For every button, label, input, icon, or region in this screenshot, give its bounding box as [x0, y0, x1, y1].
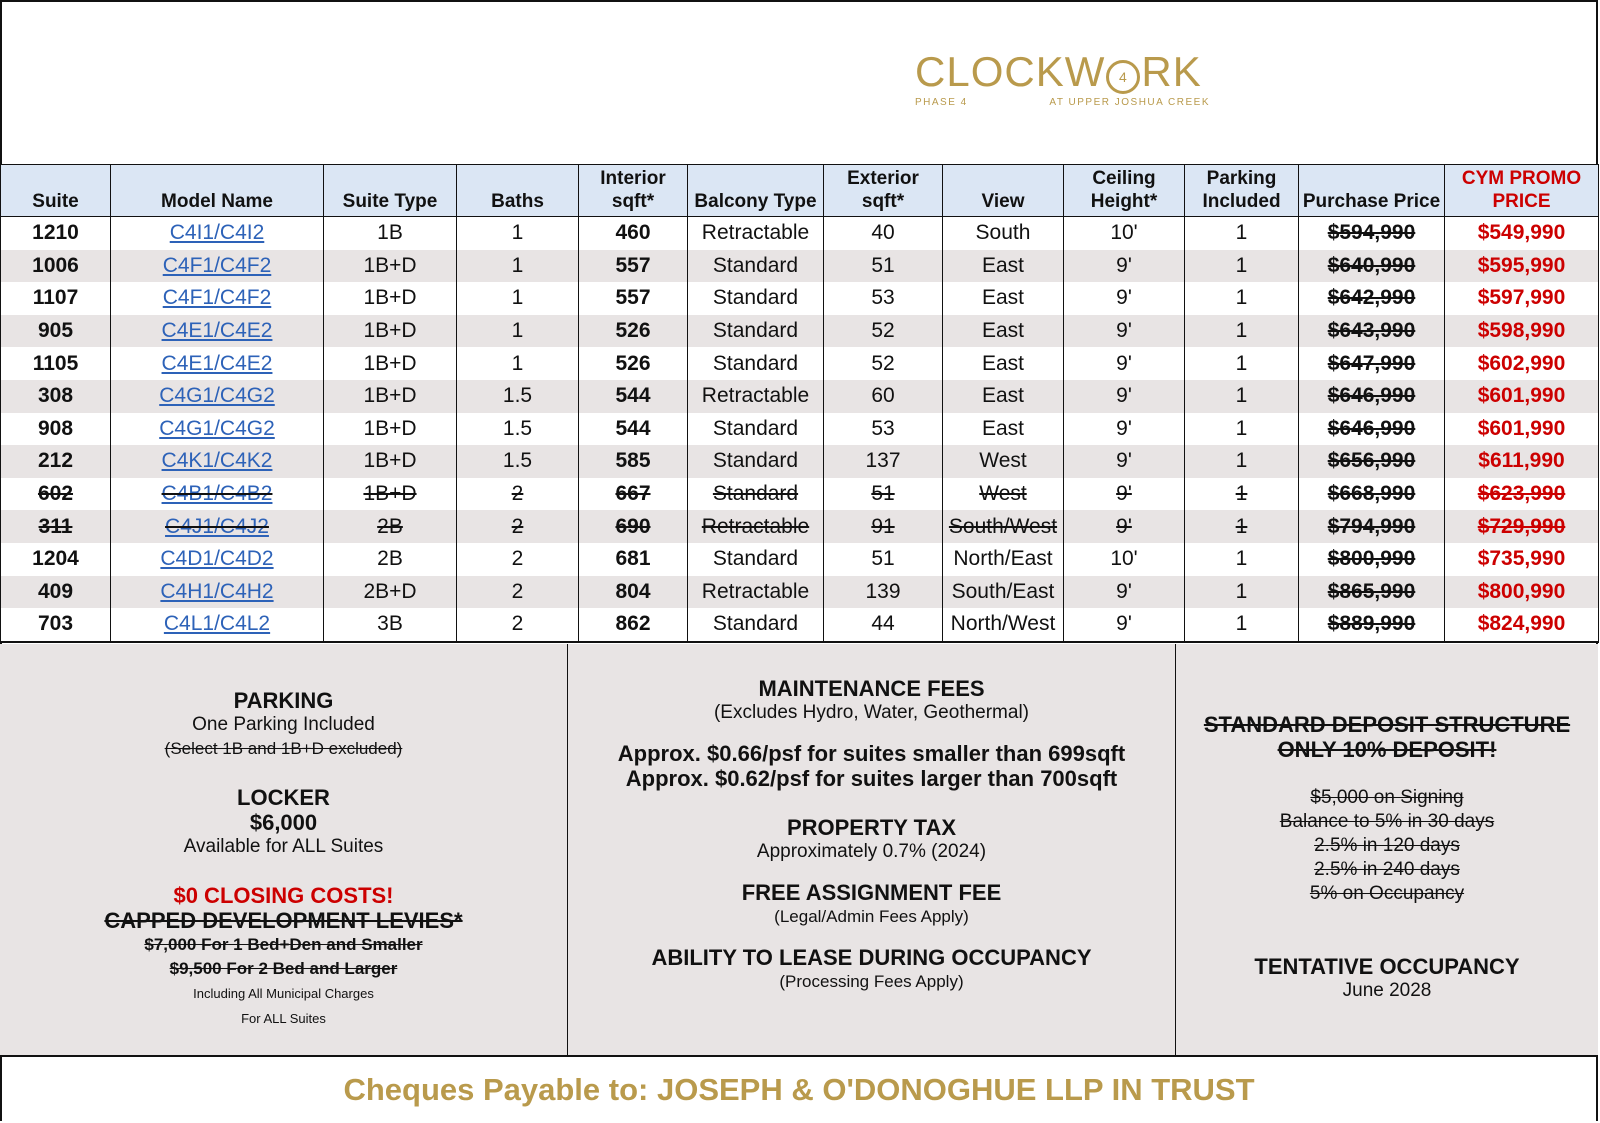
- locker-line: Available for ALL Suites: [183, 836, 384, 857]
- view-cell: East: [943, 250, 1064, 283]
- col-header: View: [943, 165, 1064, 217]
- table-row: [1, 413, 1599, 446]
- col-header: Purchase Price: [1299, 165, 1445, 217]
- table-row: [1, 510, 1599, 543]
- model-cell: [111, 510, 324, 543]
- view-cell: South/East: [943, 576, 1064, 609]
- view-cell: East: [943, 315, 1064, 348]
- suite-cell: 905: [1, 315, 111, 348]
- exterior-sqft-cell: 60: [824, 380, 943, 413]
- model-cell: [111, 608, 324, 642]
- logo-circle-4: 4: [1106, 60, 1140, 94]
- model-link[interactable]: C4F1/C4F2: [162, 286, 272, 310]
- suite-type-cell: 1B+D: [324, 413, 457, 446]
- col-header: Baths: [457, 165, 579, 217]
- interior-sqft-cell: 557: [579, 250, 688, 283]
- table-header-row: [1, 165, 1599, 217]
- parking-cell: 1: [1185, 510, 1299, 543]
- interior-sqft-cell: 544: [579, 380, 688, 413]
- model-link[interactable]: C4I1/C4I2: [169, 221, 265, 245]
- table-row: [1, 282, 1599, 315]
- table-row: [1, 445, 1599, 478]
- parking-cell: 1: [1185, 413, 1299, 446]
- interior-sqft-cell: 544: [579, 413, 688, 446]
- promo-price-cell: $623,990: [1445, 478, 1599, 511]
- suite-type-cell: 1B+D: [324, 380, 457, 413]
- model-cell: [111, 576, 324, 609]
- exterior-sqft-cell: 51: [824, 543, 943, 576]
- model-cell: [111, 282, 324, 315]
- ceiling-height-cell: 10': [1064, 217, 1185, 250]
- maintenance-large: Approx. $0.62/psf for suites larger than 700sqft: [625, 766, 1118, 791]
- interior-sqft-cell: 804: [579, 576, 688, 609]
- view-cell: West: [943, 445, 1064, 478]
- baths-cell: 1.5: [457, 380, 579, 413]
- suite-cell: 1210: [1, 217, 111, 250]
- promo-price-cell: $824,990: [1445, 608, 1599, 642]
- suite-type-cell: 1B+D: [324, 250, 457, 283]
- notes-column-middle: [568, 644, 1176, 1055]
- exterior-sqft-cell: 52: [824, 347, 943, 380]
- promo-price-cell: $735,990: [1445, 543, 1599, 576]
- interior-sqft-cell: 690: [579, 510, 688, 543]
- ceiling-height-cell: 9': [1064, 478, 1185, 511]
- suite-cell: 409: [1, 576, 111, 609]
- suite-type-cell: 2B: [324, 510, 457, 543]
- balcony-type-cell: Standard: [688, 608, 824, 642]
- parking-cell: 1: [1185, 608, 1299, 642]
- balcony-type-cell: Retractable: [688, 380, 824, 413]
- units-table: [0, 164, 1599, 643]
- view-cell: East: [943, 380, 1064, 413]
- purchase-price-cell: $656,990: [1299, 445, 1445, 478]
- levy-small: $7,000 For 1 Bed+Den and Smaller: [144, 935, 423, 954]
- col-header: Suite Type: [324, 165, 457, 217]
- model-link[interactable]: C4G1/C4G2: [159, 416, 275, 440]
- baths-cell: 1: [457, 347, 579, 380]
- interior-sqft-cell: 862: [579, 608, 688, 642]
- suite-type-cell: 2B: [324, 543, 457, 576]
- balcony-type-cell: Standard: [688, 543, 824, 576]
- levies-title: CAPPED DEVELOPMENT LEVIES*: [104, 908, 463, 933]
- view-cell: West: [943, 478, 1064, 511]
- view-cell: South/West: [943, 510, 1064, 543]
- balcony-type-cell: Standard: [688, 347, 824, 380]
- deposit-item: Balance to 5% in 30 days: [1279, 811, 1495, 832]
- ceiling-height-cell: 9': [1064, 413, 1185, 446]
- maintenance-sub: (Excludes Hydro, Water, Geothermal): [713, 702, 1029, 723]
- suite-type-cell: 1B+D: [324, 478, 457, 511]
- view-cell: East: [943, 347, 1064, 380]
- baths-cell: 1: [457, 217, 579, 250]
- promo-price-cell: $800,990: [1445, 576, 1599, 609]
- ceiling-height-cell: 9': [1064, 510, 1185, 543]
- model-cell: [111, 315, 324, 348]
- tax-line: Approximately 0.7% (2024): [756, 841, 987, 862]
- balcony-type-cell: Retractable: [688, 576, 824, 609]
- interior-sqft-cell: 526: [579, 347, 688, 380]
- deposit-sub: ONLY 10% DEPOSIT!: [1277, 737, 1497, 762]
- purchase-price-cell: $642,990: [1299, 282, 1445, 315]
- purchase-price-cell: $594,990: [1299, 217, 1445, 250]
- suite-cell: 1105: [1, 347, 111, 380]
- model-cell: [111, 217, 324, 250]
- deposit-item: $5,000 on Signing: [1310, 787, 1464, 808]
- model-cell: [111, 413, 324, 446]
- all-suites-note: For ALL Suites: [241, 1011, 326, 1026]
- model-link[interactable]: C4H1/C4H2: [160, 579, 274, 603]
- table-row: [1, 380, 1599, 413]
- model-link[interactable]: C4J1/C4J2: [165, 514, 269, 538]
- occupancy-date: June 2028: [1342, 980, 1432, 1001]
- model-cell: [111, 380, 324, 413]
- model-cell: [111, 478, 324, 511]
- parking-cell: 1: [1185, 380, 1299, 413]
- tax-title: PROPERTY TAX: [786, 815, 957, 840]
- parking-cell: 1: [1185, 315, 1299, 348]
- exterior-sqft-cell: 52: [824, 315, 943, 348]
- model-cell: [111, 250, 324, 283]
- baths-cell: 1.5: [457, 445, 579, 478]
- exterior-sqft-cell: 44: [824, 608, 943, 642]
- suite-cell: 602: [1, 478, 111, 511]
- col-header: Model Name: [111, 165, 324, 217]
- purchase-price-cell: $668,990: [1299, 478, 1445, 511]
- balcony-type-cell: Retractable: [688, 510, 824, 543]
- table-row: [1, 315, 1599, 348]
- purchase-price-cell: $646,990: [1299, 413, 1445, 446]
- ceiling-height-cell: 9': [1064, 250, 1185, 283]
- exterior-sqft-cell: 51: [824, 250, 943, 283]
- baths-cell: 2: [457, 543, 579, 576]
- baths-cell: 2: [457, 608, 579, 642]
- baths-cell: 2: [457, 478, 579, 511]
- balcony-type-cell: Standard: [688, 315, 824, 348]
- logo-wordmark: CLOCKW 4 RK: [915, 48, 1202, 95]
- col-header: Suite: [1, 165, 111, 217]
- model-link[interactable]: C4B1/C4B2: [161, 482, 273, 506]
- interior-sqft-cell: 667: [579, 478, 688, 511]
- ceiling-height-cell: 10': [1064, 543, 1185, 576]
- exterior-sqft-cell: 91: [824, 510, 943, 543]
- interior-sqft-cell: 526: [579, 315, 688, 348]
- table-row: [1, 543, 1599, 576]
- notes-column-left: [0, 644, 568, 1055]
- ceiling-height-cell: 9': [1064, 608, 1185, 642]
- promo-price-cell: $601,990: [1445, 413, 1599, 446]
- interior-sqft-cell: 681: [579, 543, 688, 576]
- exterior-sqft-cell: 40: [824, 217, 943, 250]
- purchase-price-cell: $794,990: [1299, 510, 1445, 543]
- model-link[interactable]: C4F1/C4F2: [162, 253, 272, 277]
- purchase-price-cell: $800,990: [1299, 543, 1445, 576]
- parking-cell: 1: [1185, 217, 1299, 250]
- model-link[interactable]: C4D1/C4D2: [160, 547, 274, 571]
- deposit-title: STANDARD DEPOSIT STRUCTURE: [1203, 712, 1571, 737]
- parking-title: PARKING: [233, 688, 334, 713]
- closing-costs-title: $0 CLOSING COSTS!: [173, 883, 394, 908]
- table-row: [1, 478, 1599, 511]
- ceiling-height-cell: 9': [1064, 315, 1185, 348]
- balcony-type-cell: Retractable: [688, 217, 824, 250]
- model-link[interactable]: C4K1/C4K2: [161, 449, 273, 473]
- deposit-item: 5% on Occupancy: [1309, 883, 1465, 904]
- occupancy-title: TENTATIVE OCCUPANCY: [1254, 954, 1520, 979]
- view-cell: North/East: [943, 543, 1064, 576]
- cheques-footer: Cheques Payable to: JOSEPH & O'DONOGHUE LLP IN TRUST: [343, 1072, 1255, 1107]
- col-header: Exterior sqft*: [824, 165, 943, 217]
- balcony-type-cell: Standard: [688, 250, 824, 283]
- parking-cell: 1: [1185, 543, 1299, 576]
- promo-price-cell: $597,990: [1445, 282, 1599, 315]
- table-row: [1, 217, 1599, 250]
- model-link[interactable]: C4E1/C4E2: [161, 319, 273, 343]
- promo-price-cell: $601,990: [1445, 380, 1599, 413]
- balcony-type-cell: Standard: [688, 478, 824, 511]
- balcony-type-cell: Standard: [688, 445, 824, 478]
- model-cell: [111, 347, 324, 380]
- view-cell: North/West: [943, 608, 1064, 642]
- notes-column-right: [1176, 644, 1598, 1055]
- exterior-sqft-cell: 137: [824, 445, 943, 478]
- suite-type-cell: 1B+D: [324, 347, 457, 380]
- suite-cell: 212: [1, 445, 111, 478]
- promo-price-cell: $611,990: [1445, 445, 1599, 478]
- suite-cell: 311: [1, 510, 111, 543]
- balcony-type-cell: Standard: [688, 282, 824, 315]
- promo-price-cell: $595,990: [1445, 250, 1599, 283]
- view-cell: East: [943, 413, 1064, 446]
- baths-cell: 2: [457, 576, 579, 609]
- locker-title: LOCKER: [237, 785, 330, 810]
- logo-location: AT UPPER JOSHUA CREEK: [1049, 97, 1210, 108]
- model-link[interactable]: C4E1/C4E2: [161, 351, 273, 375]
- exterior-sqft-cell: 139: [824, 576, 943, 609]
- ceiling-height-cell: 9': [1064, 576, 1185, 609]
- model-cell: [111, 445, 324, 478]
- parking-excluded: (Select 1B and 1B+D excluded): [164, 739, 403, 758]
- col-header-promo: CYM PROMO PRICE: [1445, 165, 1599, 217]
- col-header: Interior sqft*: [579, 165, 688, 217]
- suite-type-cell: 1B: [324, 217, 457, 250]
- ceiling-height-cell: 9': [1064, 445, 1185, 478]
- suite-cell: 703: [1, 608, 111, 642]
- exterior-sqft-cell: 53: [824, 413, 943, 446]
- maintenance-title: MAINTENANCE FEES: [758, 676, 985, 701]
- col-header: Parking Included: [1185, 165, 1299, 217]
- levy-large: $9,500 For 2 Bed and Larger: [169, 959, 398, 978]
- interior-sqft-cell: 460: [579, 217, 688, 250]
- parking-cell: 1: [1185, 282, 1299, 315]
- col-header: Ceiling Height*: [1064, 165, 1185, 217]
- table-row: [1, 347, 1599, 380]
- parking-cell: 1: [1185, 445, 1299, 478]
- baths-cell: 2: [457, 510, 579, 543]
- purchase-price-cell: $865,990: [1299, 576, 1445, 609]
- suite-cell: 908: [1, 413, 111, 446]
- table-row: [1, 250, 1599, 283]
- promo-price-cell: $602,990: [1445, 347, 1599, 380]
- exterior-sqft-cell: 53: [824, 282, 943, 315]
- locker-price: $6,000: [249, 810, 318, 835]
- parking-cell: 1: [1185, 576, 1299, 609]
- suite-type-cell: 1B+D: [324, 315, 457, 348]
- ceiling-height-cell: 9': [1064, 282, 1185, 315]
- parking-line: One Parking Included: [192, 714, 375, 735]
- table-row: [1, 608, 1599, 642]
- suite-cell: 1204: [1, 543, 111, 576]
- balcony-type-cell: Standard: [688, 413, 824, 446]
- exterior-sqft-cell: 51: [824, 478, 943, 511]
- table-row: [1, 576, 1599, 609]
- suite-cell: 1107: [1, 282, 111, 315]
- view-cell: South: [943, 217, 1064, 250]
- col-header: Balcony Type: [688, 165, 824, 217]
- deposit-item: 2.5% in 240 days: [1314, 859, 1460, 880]
- baths-cell: 1: [457, 282, 579, 315]
- parking-cell: 1: [1185, 478, 1299, 511]
- suite-type-cell: 3B: [324, 608, 457, 642]
- purchase-price-cell: $643,990: [1299, 315, 1445, 348]
- ceiling-height-cell: 9': [1064, 347, 1185, 380]
- interior-sqft-cell: 585: [579, 445, 688, 478]
- purchase-price-cell: $646,990: [1299, 380, 1445, 413]
- ceiling-height-cell: 9': [1064, 380, 1185, 413]
- suite-cell: 1006: [1, 250, 111, 283]
- baths-cell: 1.5: [457, 413, 579, 446]
- assignment-title: FREE ASSIGNMENT FEE: [741, 880, 1002, 905]
- model-cell: [111, 543, 324, 576]
- notes-panel: [0, 644, 1598, 1057]
- interior-sqft-cell: 557: [579, 282, 688, 315]
- purchase-price-cell: $640,990: [1299, 250, 1445, 283]
- promo-price-cell: $598,990: [1445, 315, 1599, 348]
- lease-title: ABILITY TO LEASE DURING OCCUPANCY: [651, 945, 1092, 970]
- suite-cell: 308: [1, 380, 111, 413]
- baths-cell: 1: [457, 315, 579, 348]
- maintenance-small: Approx. $0.66/psf for suites smaller than 699sqft: [617, 741, 1126, 766]
- promo-price-cell: $729,990: [1445, 510, 1599, 543]
- model-link[interactable]: C4G1/C4G2: [159, 384, 275, 408]
- suite-type-cell: 1B+D: [324, 282, 457, 315]
- view-cell: East: [943, 282, 1064, 315]
- assignment-line: (Legal/Admin Fees Apply): [774, 907, 969, 926]
- logo-phase: PHASE 4: [915, 97, 968, 108]
- municipal-note: Including All Municipal Charges: [193, 986, 374, 1001]
- parking-cell: 1: [1185, 347, 1299, 380]
- deposit-item: 2.5% in 120 days: [1314, 835, 1460, 856]
- lease-line: (Processing Fees Apply): [779, 972, 964, 991]
- clockwork-logo: [915, 50, 1215, 120]
- suite-type-cell: 2B+D: [324, 576, 457, 609]
- parking-cell: 1: [1185, 250, 1299, 283]
- purchase-price-cell: $647,990: [1299, 347, 1445, 380]
- baths-cell: 1: [457, 250, 579, 283]
- purchase-price-cell: $889,990: [1299, 608, 1445, 642]
- suite-type-cell: 1B+D: [324, 445, 457, 478]
- promo-price-cell: $549,990: [1445, 217, 1599, 250]
- model-link[interactable]: C4L1/C4L2: [163, 612, 271, 636]
